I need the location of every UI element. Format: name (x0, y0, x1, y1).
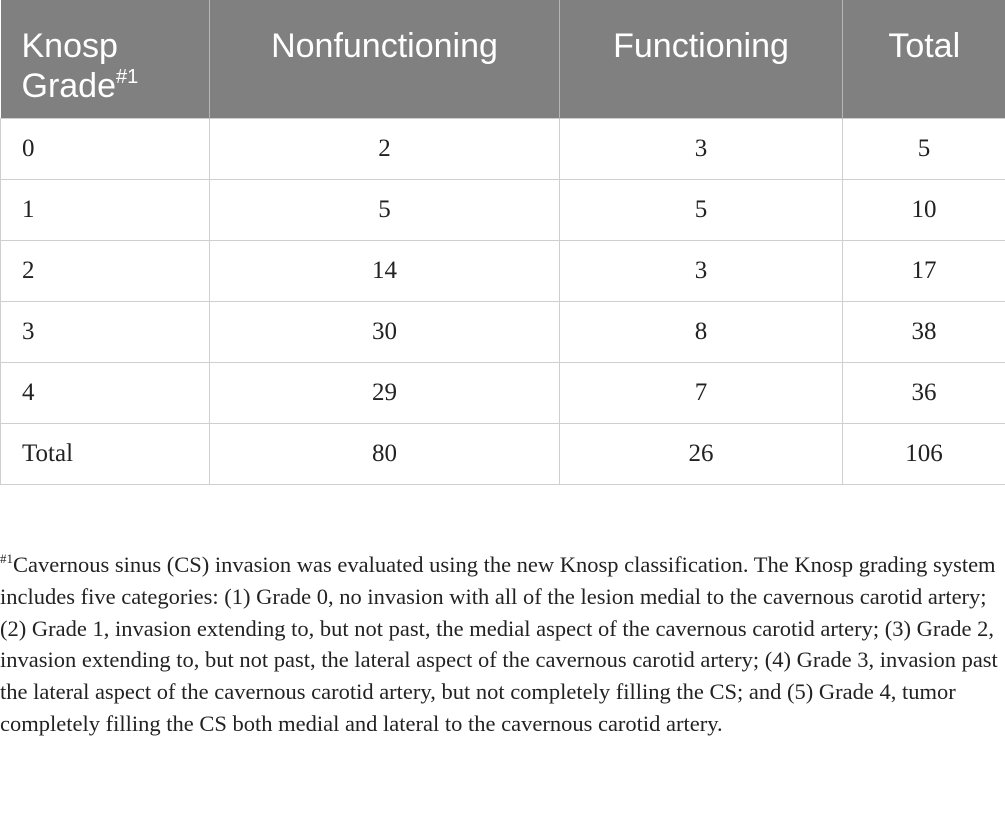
footnote-text: Cavernous sinus (CS) invasion was evaluated using the new Knosp classification. The Knosp grading system includes five categories: (1) Grade 0, no invasion with all of the lesion medial to the cavernous carotid artery; (2) Grade 1, invasion extending to, but not past, the medial aspect of the cavernous carotid artery; (3) Grade 2, invasion extending to, but not past, the lateral aspect of the cavernous carotid artery; (4) Grade 3, invasion past the lateral aspect of the cavernous carotid artery, but not completely filling the CS; and (5) Grade 4, tumor completely filling the CS both medial and lateral to the cavernous carotid artery. (0, 552, 998, 736)
footnote-marker: #1 (0, 551, 13, 566)
cell-functioning: 7 (560, 362, 843, 423)
cell-total: 106 (843, 423, 1005, 484)
cell-total: 36 (843, 362, 1005, 423)
cell-total: 38 (843, 301, 1005, 362)
cell-grade: 0 (1, 118, 210, 179)
cell-functioning: 26 (560, 423, 843, 484)
cell-grade: 3 (1, 301, 210, 362)
cell-grade: Total (1, 423, 210, 484)
footnote-marker: #1 (116, 66, 139, 88)
cell-total: 17 (843, 240, 1005, 301)
header-nonfunctioning: Nonfunctioning (210, 0, 560, 118)
table-row (1, 301, 1005, 362)
cell-total: 5 (843, 118, 1005, 179)
cell-grade: 1 (1, 179, 210, 240)
header-functioning: Functioning (560, 0, 843, 118)
table-row (1, 179, 1005, 240)
cell-nonfunctioning: 29 (210, 362, 560, 423)
table-row (1, 362, 1005, 423)
table-header-row (1, 0, 1005, 118)
cell-nonfunctioning: 80 (210, 423, 560, 484)
cell-functioning: 8 (560, 301, 843, 362)
cell-grade: 4 (1, 362, 210, 423)
cell-functioning: 5 (560, 179, 843, 240)
cell-grade: 2 (1, 240, 210, 301)
table-footnote (0, 549, 1000, 740)
cell-nonfunctioning: 14 (210, 240, 560, 301)
cell-functioning: 3 (560, 240, 843, 301)
cell-functioning: 3 (560, 118, 843, 179)
table-row (1, 240, 1005, 301)
header-knosp-grade: Knosp Grade$^{\#1}$ (1, 0, 210, 118)
cell-nonfunctioning: 2 (210, 118, 560, 179)
cell-nonfunctioning: 30 (210, 301, 560, 362)
cell-nonfunctioning: 5 (210, 179, 560, 240)
header-total: Total (843, 0, 1005, 118)
cell-total: 10 (843, 179, 1005, 240)
table-total-row (1, 423, 1005, 484)
table-row (1, 118, 1005, 179)
